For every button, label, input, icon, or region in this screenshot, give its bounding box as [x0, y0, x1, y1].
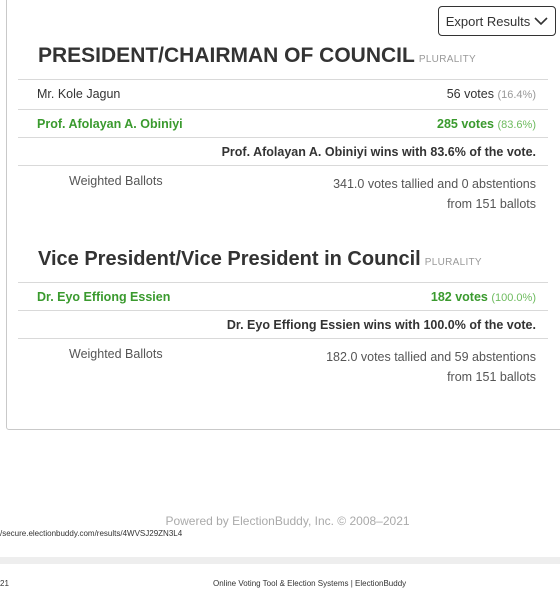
race-title-text: PRESIDENT/CHAIRMAN OF COUNCIL — [38, 44, 415, 67]
ballots-line: from 151 ballots — [447, 370, 536, 384]
page-url: /secure.electionbuddy.com/results/4WVSJ29ZN3L4 — [0, 529, 183, 538]
print-page-title: Online Voting Tool & Election Systems | ElectionBuddy — [213, 579, 407, 588]
race-title-president — [38, 44, 476, 68]
weighted-ballots-summary — [276, 347, 536, 387]
race-summary — [18, 310, 548, 338]
weighted-ballots-label: Weighted Ballots — [69, 174, 163, 188]
candidate-row — [18, 79, 548, 109]
print-date: 21 — [0, 579, 9, 588]
winner-summary: Prof. Afolayan A. Obiniyi wins with 83.6% of the vote. — [221, 145, 536, 159]
race-method: PLURALITY — [424, 257, 482, 268]
weighted-ballots-summary — [276, 174, 536, 214]
weighted-ballots-row — [18, 338, 548, 388]
vote-percent: (16.4%) — [497, 89, 536, 101]
weighted-ballots-row — [18, 165, 548, 215]
vote-count: 56 votes — [446, 87, 494, 101]
candidate-votes — [447, 87, 536, 101]
tally-line: 341.0 votes tallied and 0 abstentions — [333, 177, 536, 191]
race-method: PLURALITY — [418, 54, 477, 65]
powered-by-footer: Powered by ElectionBuddy, Inc. © 2008–2021 — [165, 514, 410, 528]
candidate-name: Dr. Eyo Effiong Essien — [37, 290, 171, 304]
winner-summary: Dr. Eyo Effiong Essien wins with 100.0% of the vote. — [226, 318, 536, 332]
candidate-name: Prof. Afolayan A. Obiniyi — [37, 117, 183, 131]
candidate-votes — [437, 117, 536, 131]
candidate-row-winner — [18, 109, 548, 137]
race-title-vice-president — [38, 248, 482, 271]
export-results-button[interactable] — [438, 6, 556, 36]
vote-percent: (100.0%) — [491, 292, 536, 304]
page-divider — [0, 557, 560, 564]
vote-percent: (83.6%) — [497, 119, 536, 131]
candidate-name: Mr. Kole Jagun — [37, 87, 121, 101]
candidate-row-winner — [18, 282, 548, 310]
vote-count: 285 votes — [437, 117, 494, 131]
ballots-line: from 151 ballots — [447, 197, 536, 211]
vote-count: 182 votes — [430, 290, 488, 304]
race-summary — [18, 137, 548, 165]
tally-line: 182.0 votes tallied and 59 abstentions — [326, 350, 536, 364]
weighted-ballots-label: Weighted Ballots — [69, 347, 163, 361]
candidate-votes — [431, 290, 536, 304]
chevron-down-icon — [534, 16, 548, 26]
race-title-text: Vice President/Vice President in Council — [38, 248, 421, 270]
export-results-label: Export Results — [445, 13, 531, 29]
